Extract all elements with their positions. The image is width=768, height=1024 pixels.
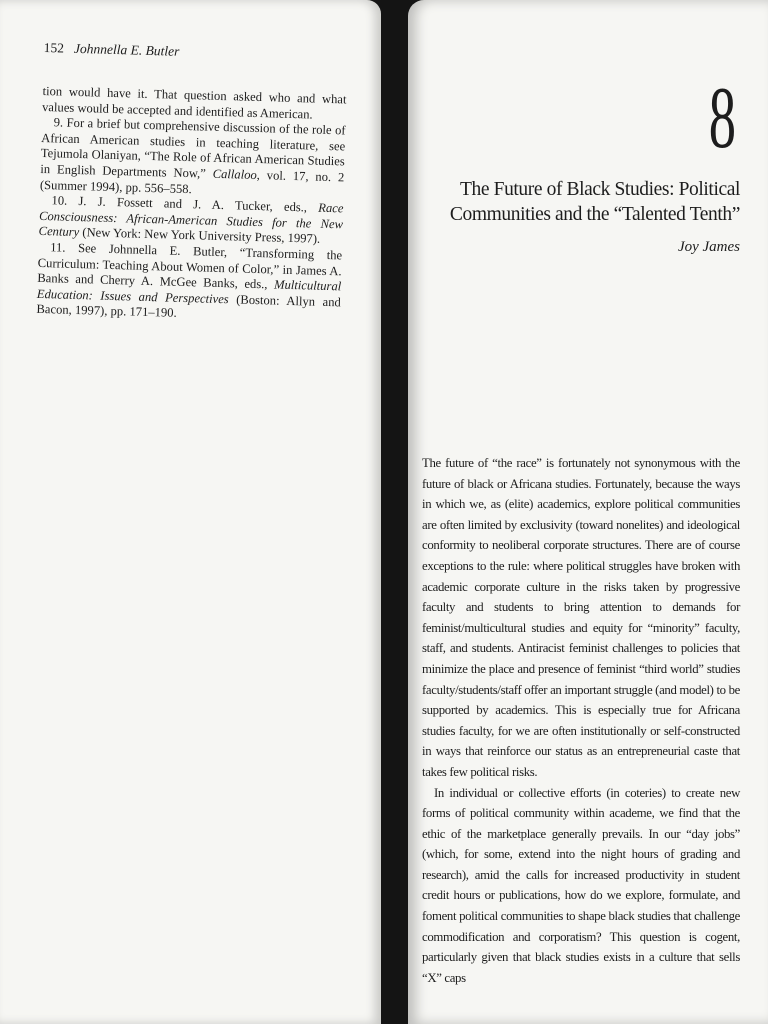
endnotes [36,84,346,326]
endnote-italic-title: Multicultural Education: Issues and Perspectives [36,277,342,306]
chapter-title [422,177,740,227]
left-page-content [36,40,348,326]
endnote [36,240,342,326]
body-paragraph: The future of “the race” is fortunately not synonymous with the future of black or Africana studies. Fortunately, because the ways in which we, as (elite) academics, explore political communities are often limited by exclusivity (toward nonelites) and ideological conformity to neoliberal corporate structures. There are of course exceptions to the rule: where political struggles have broken with academic corporate culture in the risks taken by progressive faculty and students to bring attention to demands for feminist/multicultural studies and equity for “minority” faculty, staff, and students. Antiracist feminist challenges to policies that minimize the place and presence of feminist “third world” studies faculty/students/staff offer an important struggle (and model) to be supported by academics. This is especially true for Africana studies faculty, for we are often institutionally or self-constructed in ways that reinforce our status as an entrepreneurial caste that takes few political risks. [422,456,740,779]
endnote-text: tion would have it. That question asked who and what values would be accepted and identified as American. [41,83,347,122]
chapter-title-line: The Future of Black Studies: Political [460,179,740,200]
running-head [44,40,348,64]
endnote-text: (New York: New York University Press, 1997). [79,225,321,247]
endnote-text: 11. See Johnnella E. Butler, “Transforming the Curriculum: Teaching About Women of Color,” in James A. Banks and Cherry A. McGee Banks, eds., [37,240,343,292]
chapter-author: Joy James [677,239,740,255]
running-head-author: Johnnella E. Butler [73,40,180,59]
endnote-text: 9. For a brief but comprehensive discussion of the role of African American studies in teaching literature, see Tejumola Olaniyan, “The Role of African American Studies in English Departments Now,” [40,115,346,181]
chapter-title-line: Communities and the “Talented Tenth” [449,204,740,225]
endnote-text: , vol. 17, no. 2 (Summer 1994), pp. 556–558. [39,167,345,196]
endnote-italic-title: Callaloo [212,166,257,182]
chapter-body [422,453,740,988]
endnote [40,115,346,201]
endnote-italic-title: Race Consciousness: African-American Studies for the New Century [38,200,344,240]
chapter-header [422,70,740,256]
endnote-text: 10. J. J. Fossett and J. A. Tucker, eds., [51,193,319,215]
endnote [38,193,343,248]
right-page [408,0,768,1024]
left-page [0,0,381,1024]
body-paragraph: In individual or collective efforts (in coteries) to create new forms of political community within academe, we find that the ethic of the marketplace generally prevails. In our “day jobs” (which, for some, extend into the night hours of grading and research), amid the calls for increased productivity in student credit hours or publications, how do we explore, formulate, and foment political communities to shape black studies that challenge commodification and corporatism? This question is cogent, particularly given that black studies exists in a culture that sells “X” caps [422,785,740,985]
page-number: 152 [43,40,65,56]
endnote-text: (Boston: Allyn and Bacon, 1997), pp. 171–190. [36,291,341,321]
chapter-number: 8 [708,70,736,167]
